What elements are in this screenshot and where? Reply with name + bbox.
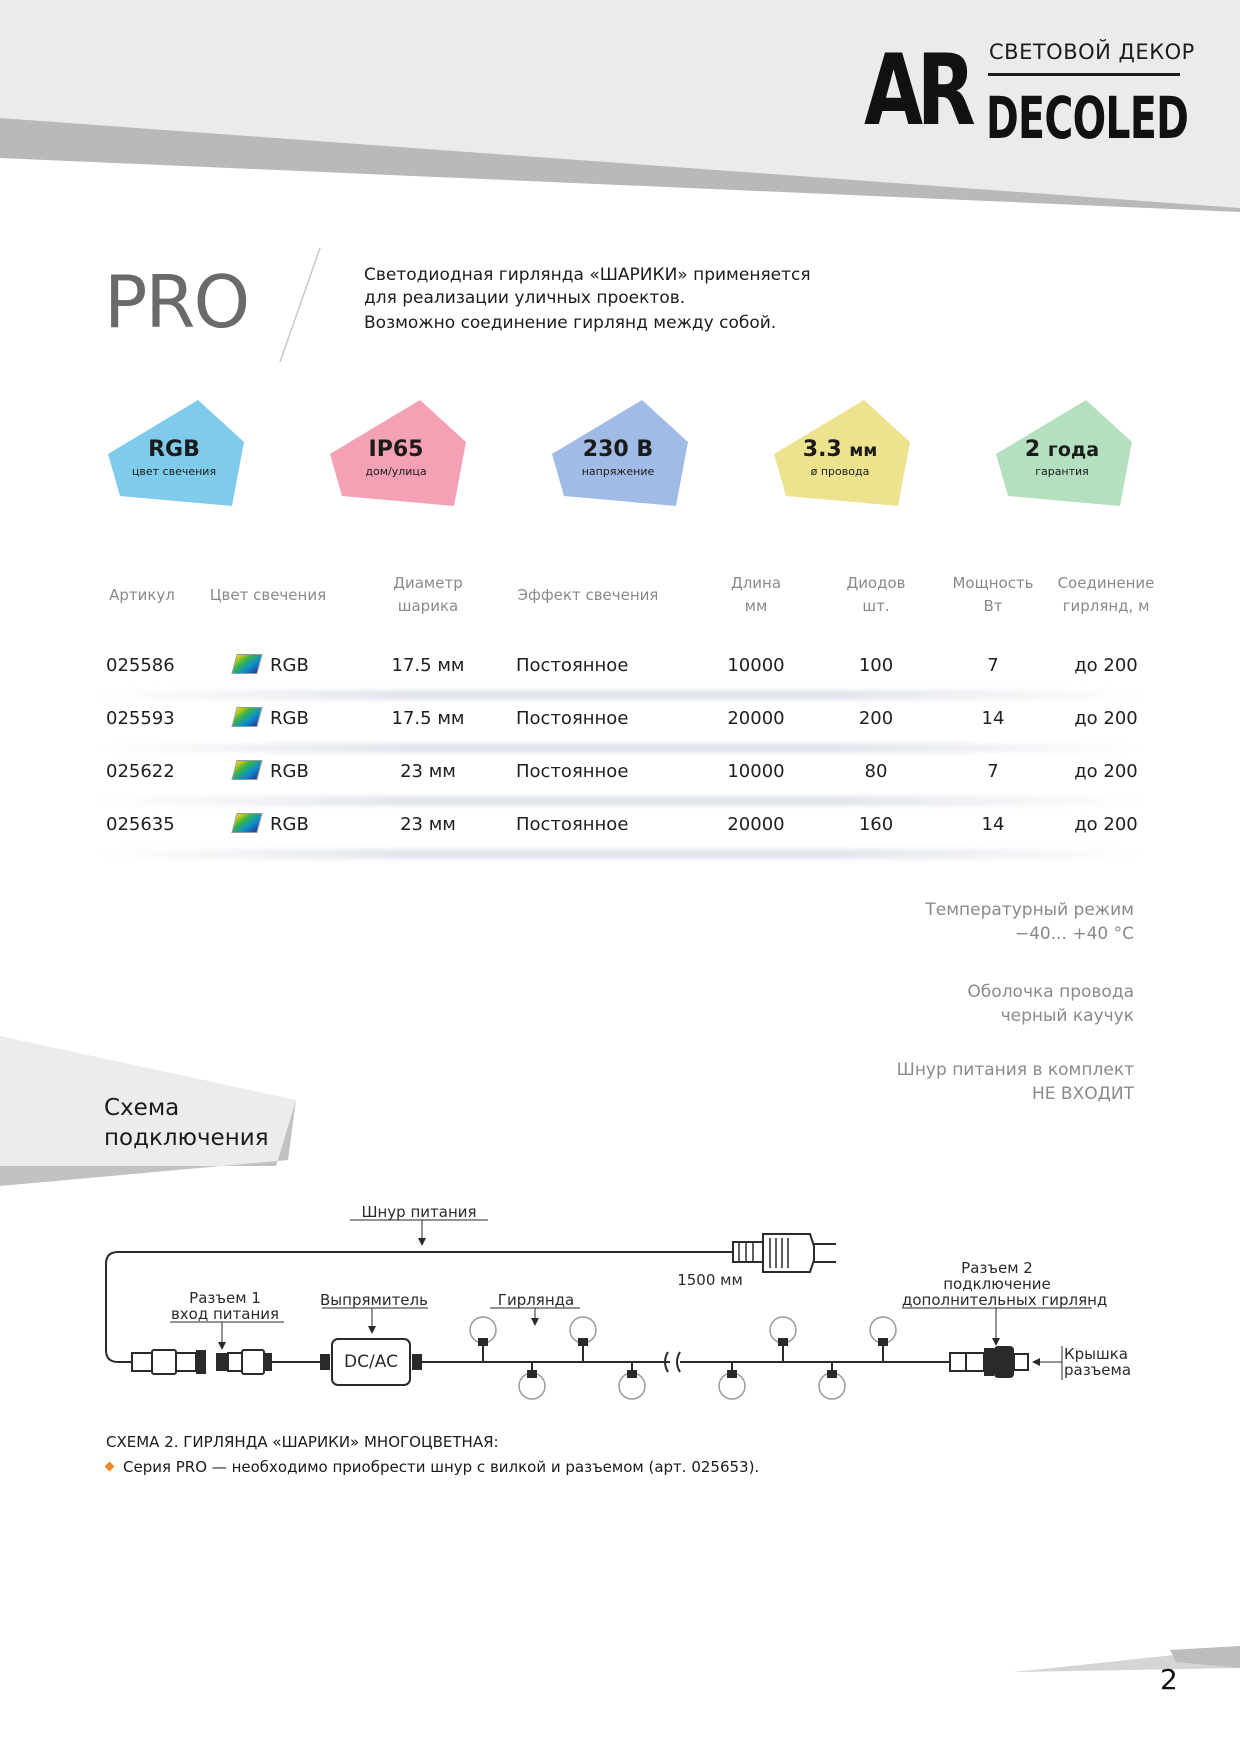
cell-power: 14 [981,814,1005,835]
badge-label: напряжение [581,465,655,478]
header-color: Цвет свечения [209,586,327,604]
cell-diameter: 17.5 мм [391,708,465,729]
rgb-swatch-icon [231,707,262,727]
badge-protection [326,398,466,508]
note-power-cord: Шнур питания в комплект НЕ ВХОДИТ [896,1060,1134,1104]
cell-connection: до 200 [1074,761,1138,782]
scheme-bullet: Серия PRO — необходимо приобрести шнур с вилкой и разъемом (арт. 025653). [106,1457,759,1477]
label-cap: Крышка разъема [1064,1345,1132,1379]
cell-connection: до 200 [1074,655,1138,676]
cell-color: RGB [234,805,309,845]
cell-length: 10000 [727,655,785,676]
intro-line-3: Возможно соединение гирлянд между собой. [364,313,777,333]
badge-value: IP65 [368,437,424,462]
label-cord-length: 1500 мм [677,1271,743,1289]
cell-diodes: 160 [858,814,894,835]
table-row [100,699,1140,752]
label-power-cord: Шнур питания [361,1203,477,1221]
cell-connection: до 200 [1074,814,1138,835]
badge-unit: года [1047,439,1100,461]
badge-unit: мм [849,441,878,461]
badge-color [104,398,244,508]
note-sheath: Оболочка провода черный каучук [967,982,1134,1026]
badge-value: 3.3 [802,437,842,462]
label-connector-2: Разъем 2 подключение дополнительных гирлянд [902,1259,1108,1309]
header-connection: Соединение гирлянд, м [1057,574,1155,615]
cell-effect: Постоянное [516,708,629,729]
scheme-caption: СХЕМА 2. ГИРЛЯНДА «ШАРИКИ» МНОГОЦВЕТНАЯ: [106,1433,499,1451]
badge-label: дом/улица [365,465,427,478]
rectifier-box-label: DC/AC [344,1352,398,1372]
cell-article: 025586 [106,655,175,676]
label-garland: Гирлянда [497,1291,575,1309]
badge-label: цвет свечения [131,465,217,478]
series-title: PRO [104,260,249,344]
bullet-icon [105,1462,115,1472]
cell-length: 20000 [727,708,785,729]
table-row [100,752,1140,805]
cell-article: 025635 [106,814,175,835]
header-length: Длина мм [730,574,782,615]
badge-warranty [992,398,1132,508]
cell-color: RGB [234,752,309,792]
table-row [100,646,1140,699]
cell-connection: до 200 [1074,708,1138,729]
logo-divider [988,73,1180,76]
badge-value: 2 [1024,437,1041,462]
header-article: Артикул [109,586,175,604]
cell-diodes: 200 [858,708,894,729]
brand-logo [864,34,1195,154]
rgb-swatch-icon [231,654,262,674]
badge-value: 230 [582,437,629,462]
cell-article: 025622 [106,761,175,782]
cell-color: RGB [234,646,309,686]
cell-article: 025593 [106,708,175,729]
cell-power: 7 [987,761,999,782]
header-effect: Эффект свечения [517,586,659,604]
logo-mark: AR [864,34,970,148]
page-number: 2 [1160,1663,1178,1696]
cell-effect: Постоянное [516,761,629,782]
cell-effect: Постоянное [516,814,629,835]
cell-diodes: 100 [858,655,894,676]
header-diodes: Диодов шт. [846,574,906,615]
badge-label: гарантия [1035,465,1089,478]
cell-length: 10000 [727,761,785,782]
scheme-title: Схема подключения [104,1095,269,1151]
cell-diameter: 17.5 мм [391,655,465,676]
badge-unit: В [636,437,654,462]
cell-power: 14 [981,708,1005,729]
intro-line-2: для реализации уличных проектов. [364,288,686,308]
header-power: Мощность Вт [952,574,1034,615]
badge-value: RGB [148,437,200,462]
cell-diameter: 23 мм [400,761,456,782]
rgb-swatch-icon [231,813,262,833]
cell-diodes: 80 [864,761,888,782]
cell-length: 20000 [727,814,785,835]
intro-text [364,264,884,335]
logo-brand: DECOLED [986,84,1189,152]
header-diameter: Диаметр шарика [393,574,463,615]
rgb-swatch-icon [231,760,262,780]
label-connector-1: Разъем 1 вход питания [170,1289,280,1323]
badge-wire [770,398,910,508]
table-row [100,805,1140,858]
note-temperature: Температурный режим −40... +40 °C [925,900,1134,944]
badge-voltage [548,398,688,508]
cell-diameter: 23 мм [400,814,456,835]
cell-power: 7 [987,655,999,676]
badge-label: ø провода [810,465,870,478]
cell-color: RGB [234,699,309,739]
connection-diagram [0,1190,1240,1410]
logo-tagline: СВЕТОВОЙ ДЕКОР [989,40,1195,64]
label-rectifier: Выпрямитель [320,1291,428,1309]
cell-effect: Постоянное [516,655,629,676]
intro-line-1: Светодиодная гирлянда «ШАРИКИ» применяется [364,265,811,285]
